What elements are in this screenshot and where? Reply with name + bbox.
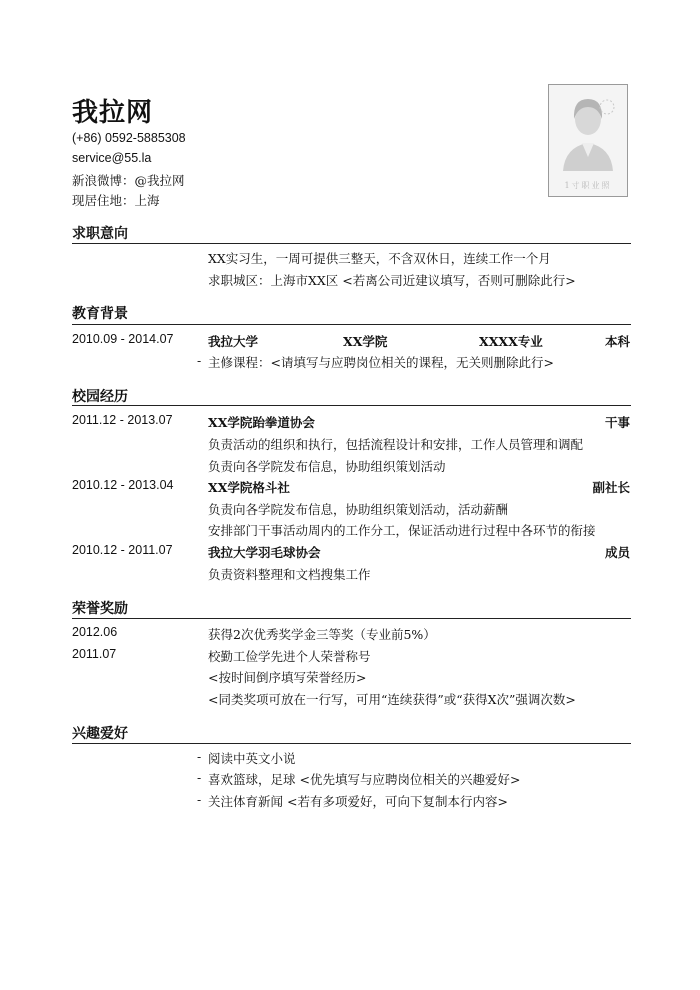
campus-detail: 负责向各学院发布信息，协助组织策划活动 — [208, 459, 446, 474]
campus-detail: 负责活动的组织和执行，包括流程设计和安排，工作人员管理和调配 — [208, 437, 584, 452]
campus-detail: 负责资料整理和文档搜集工作 — [208, 567, 371, 582]
email-address: service@55.la — [72, 151, 152, 165]
honor-date: 2011.07 — [72, 647, 117, 661]
hobby-item: 喜欢篮球，足球 <优先填写与应聘岗位相关的兴趣爱好> — [208, 772, 521, 787]
section-title-campus: 校园经历 — [72, 389, 128, 405]
campus-detail: 安排部门干事活动周内的工作分工，保证活动进行过程中各环节的衔接 — [208, 523, 596, 538]
section-title-education: 教育背景 — [72, 306, 128, 322]
education-major: XXXX专业 — [479, 334, 543, 349]
campus-org: XX学院跆拳道协会 — [208, 415, 315, 430]
honor-text: 获得2次优秀奖学金三等奖（专业前5%） — [208, 627, 436, 642]
section-divider — [72, 618, 631, 619]
section-divider — [72, 405, 631, 406]
weibo-handle: 新浪微博：@我拉网 — [72, 173, 185, 188]
current-residence: 现居住地：上海 — [72, 193, 160, 208]
education-course: 主修课程：<请填写与应聘岗位相关的课程，无关则删除此行> — [208, 355, 554, 370]
campus-date: 2010.12 - 2013.04 — [72, 478, 174, 492]
section-title-job: 求职意向 — [72, 226, 128, 242]
education-school: 我拉大学 — [208, 334, 259, 349]
campus-role: 成员 — [604, 545, 630, 560]
campus-date: 2010.12 - 2011.07 — [72, 543, 173, 557]
photo-placeholder — [548, 84, 628, 197]
education-degree: 本科 — [604, 334, 630, 349]
bullet-dash: - — [197, 770, 202, 785]
job-line-2: 求职城区：上海市XX区 <若离公司近建议填写，否则可删除此行> — [208, 273, 576, 288]
education-college: XX学院 — [343, 334, 388, 349]
bullet-dash: - — [197, 792, 202, 807]
honor-text: 校勤工俭学先进个人荣誉称号 — [208, 649, 371, 664]
campus-detail: 负责向各学院发布信息，协助组织策划活动，活动薪酬 — [208, 502, 509, 517]
section-divider — [72, 324, 631, 325]
campus-org: XX学院格斗社 — [208, 480, 290, 495]
photo-label: 1寸职业照 — [564, 181, 612, 190]
hobby-item: 关注体育新闻 <若有多项爱好，可向下复制本行内容> — [208, 794, 508, 809]
honor-date: 2012.06 — [72, 625, 118, 639]
campus-date: 2011.12 - 2013.07 — [72, 413, 173, 427]
section-title-hobbies: 兴趣爱好 — [72, 726, 128, 742]
bullet-dash: - — [197, 749, 202, 764]
candidate-name: 我拉网 — [72, 98, 154, 128]
bullet-dash: - — [197, 353, 202, 368]
campus-org: 我拉大学羽毛球协会 — [208, 545, 321, 560]
education-date: 2010.09 - 2014.07 — [72, 332, 174, 346]
person-silhouette-icon — [549, 85, 627, 180]
job-line-1: XX实习生，一周可提供三整天，不含双休日，连续工作一个月 — [208, 251, 551, 266]
section-divider — [72, 243, 631, 244]
campus-role: 副社长 — [592, 480, 630, 495]
honor-text: <同类奖项可放在一行写，可用“连续获得”或“获得X次”强调次数> — [208, 692, 576, 707]
phone-number: (+86) 0592-5885308 — [72, 131, 186, 145]
hobby-item: 阅读中英文小说 — [208, 751, 296, 766]
section-title-honors: 荣誉奖励 — [72, 601, 128, 617]
section-divider — [72, 743, 631, 744]
honor-text: <按时间倒序填写荣誉经历> — [208, 670, 367, 685]
campus-role: 干事 — [604, 415, 630, 430]
